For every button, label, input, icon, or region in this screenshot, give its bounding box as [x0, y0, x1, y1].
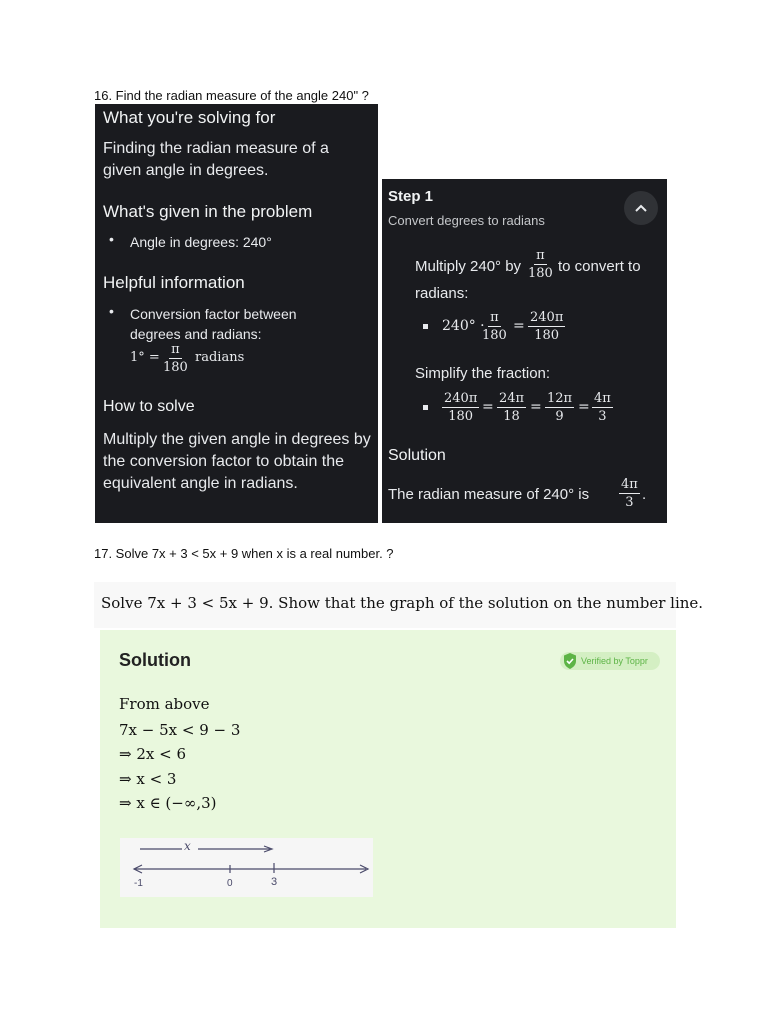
solution-fraction — [619, 477, 640, 510]
conversion-fraction — [163, 342, 188, 375]
tick-label-three: 3 — [271, 876, 278, 888]
solving-for-text: Finding the radian measure of a given angle in degrees. — [103, 140, 329, 179]
eq2-fraction-3 — [545, 391, 574, 424]
number-line-drawing — [120, 838, 373, 897]
number-line-image — [120, 838, 373, 897]
verified-badge — [560, 652, 660, 670]
solution-line-1: From above — [119, 695, 210, 713]
simplify-text: Simplify the fraction: — [415, 365, 551, 382]
eq2-fraction-4 — [592, 391, 613, 424]
q17-prompt-bar — [94, 582, 704, 628]
eq1-lhs: 240° · — [442, 318, 485, 334]
what-youre-solving-panel — [95, 104, 378, 523]
list-bullet — [423, 324, 428, 329]
conversion-unit: radians — [195, 350, 245, 365]
fraction-numerator: 4π — [621, 477, 638, 492]
fraction-numerator: π — [490, 310, 499, 325]
tick-label-zero: 0 — [227, 878, 233, 889]
given-heading: What's given in the problem — [103, 202, 313, 221]
fraction-denominator: 3 — [598, 409, 607, 424]
solution-line-5: ⇒ x ∈ (−∞,3) — [119, 794, 217, 812]
multiply-text: Multiply 240° by — [415, 258, 522, 275]
fraction-numerator: 240π — [530, 310, 564, 325]
eq2-equals: = — [482, 399, 494, 415]
solution-period: . — [642, 486, 647, 503]
fraction-denominator: 180 — [448, 409, 474, 424]
eq2-equals: = — [530, 399, 542, 415]
eq1-equals: = — [513, 318, 525, 334]
helpful-heading: Helpful information — [103, 273, 245, 292]
multiply-fraction — [528, 248, 553, 281]
tick-label-minus-one: -1 — [134, 878, 143, 889]
x-label: x — [184, 839, 191, 853]
bullet-dot: • — [109, 231, 114, 247]
fraction-denominator: 180 — [482, 328, 507, 343]
step-subtitle: Convert degrees to radians — [388, 213, 545, 228]
eq1-fraction-2 — [528, 310, 565, 343]
collapse-button[interactable] — [624, 191, 658, 225]
eq2-fraction-2 — [497, 391, 526, 424]
fraction-denominator: 180 — [528, 266, 553, 281]
multiply-text-end: to convert to — [558, 258, 641, 275]
fraction-denominator: 18 — [503, 409, 520, 424]
solution-heading: Solution — [388, 447, 446, 464]
step-panel — [382, 179, 667, 523]
helpful-item: Conversion factor between degrees and radians: — [130, 306, 297, 342]
how-to-solve-text: Multiply the given angle in degrees by the conversion factor to obtain the equivalent angle in radians. — [103, 431, 371, 492]
list-bullet — [423, 405, 428, 410]
fraction-numerator: π — [536, 248, 545, 263]
conversion-lhs: 1° = — [130, 350, 160, 365]
solution-line-2: 7x − 5x < 9 − 3 — [119, 721, 241, 739]
multiply-text-line2: radians: — [415, 285, 469, 302]
verified-shield-icon — [562, 652, 578, 670]
solution-text: The radian measure of 240° is — [388, 486, 590, 503]
fraction-numerator: 240π — [444, 391, 478, 406]
solution-box — [100, 630, 676, 928]
eq2-equals: = — [578, 399, 590, 415]
solution-title: Solution — [119, 650, 191, 670]
eq2-fraction-1 — [442, 391, 479, 424]
fraction-numerator: π — [171, 342, 180, 357]
eq1-fraction-1 — [482, 310, 507, 343]
how-to-solve-heading: How to solve — [103, 398, 195, 415]
chevron-up-icon — [635, 204, 647, 212]
question-16-title: 16. Find the radian measure of the angle 240" ? — [94, 88, 369, 103]
solving-for-heading: What you're solving for — [103, 108, 276, 127]
solution-line-3: ⇒ 2x < 6 — [119, 745, 186, 763]
verified-label: Verified by Toppr — [581, 656, 648, 666]
fraction-denominator: 180 — [534, 328, 560, 343]
fraction-numerator: 24π — [499, 391, 525, 406]
fraction-numerator: 4π — [594, 391, 611, 406]
step-title: Step 1 — [388, 188, 434, 205]
fraction-denominator: 180 — [163, 360, 188, 375]
q17-prompt: Solve 7x + 3 < 5x + 9. Show that the graph of the solution on the number line. — [101, 594, 704, 612]
fraction-denominator: 3 — [625, 495, 634, 510]
fraction-numerator: 12π — [547, 391, 573, 406]
question-17-title: 17. Solve 7x + 3 < 5x + 9 when x is a real number. ? — [94, 546, 394, 561]
fraction-denominator: 9 — [555, 409, 564, 424]
given-item: Angle in degrees: 240° — [130, 234, 272, 250]
solution-line-4: ⇒ x < 3 — [119, 770, 177, 788]
bullet-dot: • — [109, 303, 114, 319]
